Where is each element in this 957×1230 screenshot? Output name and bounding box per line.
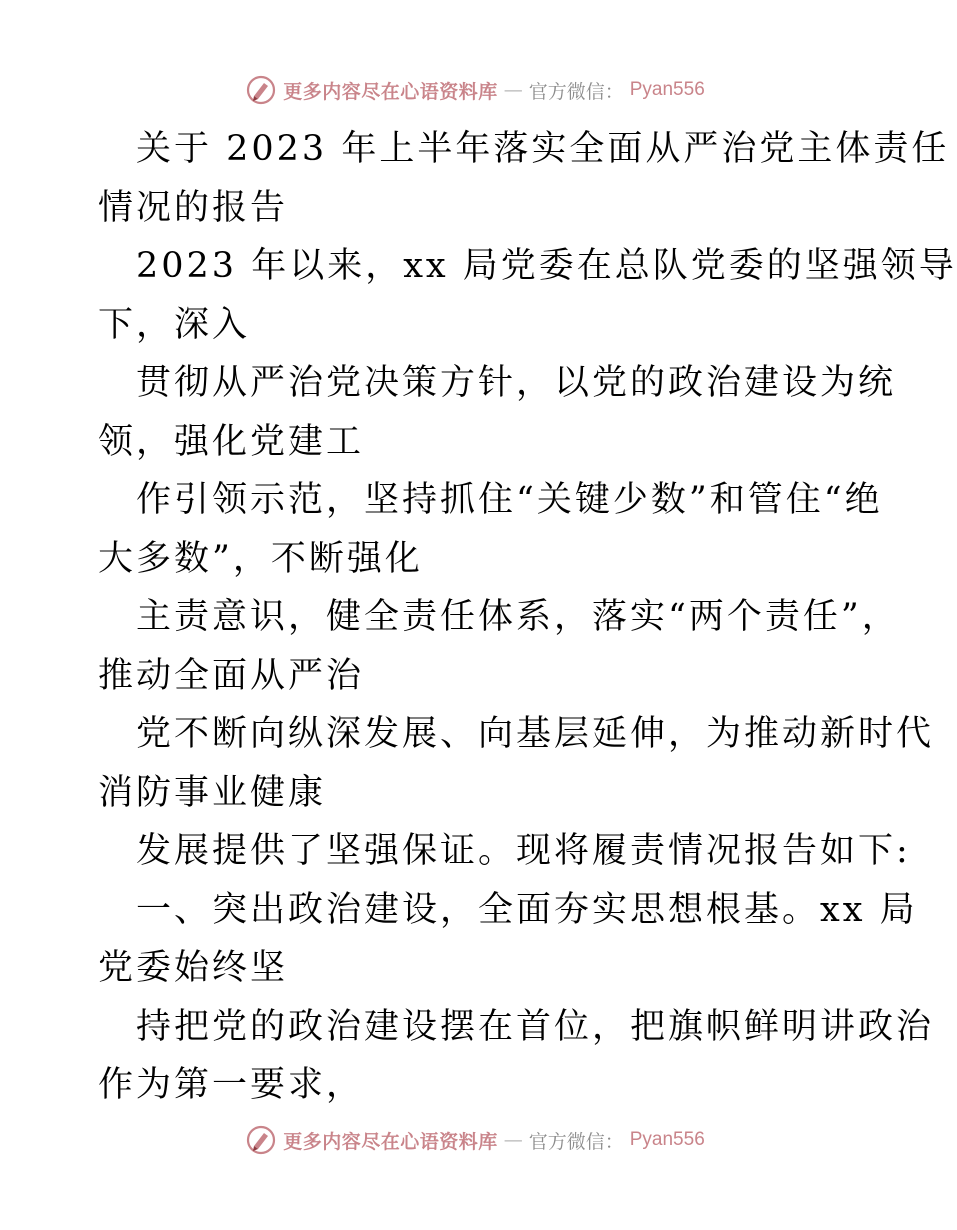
doc-line: 消防事业健康	[98, 772, 327, 813]
doc-line: 党委始终坚	[98, 948, 289, 988]
doc-line: 持把党的政治建设摆在首位，把旗帜鲜明讲政治	[136, 1006, 935, 1047]
header-wechat-label: 官方微信：	[528, 80, 624, 103]
doc-line: 情况的报告	[98, 187, 289, 228]
header-watermark	[0, 70, 950, 110]
doc-line: 2023 年以来，xx 局党委在总队党委的坚强领导	[136, 246, 957, 286]
doc-line: 作为第一要求，	[98, 1065, 365, 1105]
footer-brand-text: 更多内容尽在心语资料库	[283, 1130, 498, 1153]
doc-line: 贯彻从严治党决策方针，以党的政治建设为统	[136, 363, 897, 403]
footer-watermark	[0, 1120, 950, 1160]
doc-line: 党不断向纵深发展、向基层延伸，为推动新时代	[136, 714, 935, 754]
doc-line: 发展提供了坚强保证。现将履责情况报告如下:	[136, 831, 911, 871]
doc-line: 主责意识，健全责任体系，落实“两个责任”，	[136, 597, 900, 637]
doc-line: 推动全面从严治	[98, 655, 365, 696]
doc-line: 大多数”，不断强化	[98, 538, 423, 579]
header-separator: —	[503, 79, 523, 101]
pen-logo-icon	[245, 1124, 277, 1156]
doc-line: 关于 2023 年上半年落实全面从严治党主体责任	[136, 129, 950, 169]
header-brand-text: 更多内容尽在心语资料库	[283, 80, 498, 103]
pen-logo-icon	[245, 74, 277, 106]
document-body	[98, 120, 957, 1115]
footer-separator: —	[503, 1129, 523, 1151]
header-wechat-id: Pyan556	[629, 79, 705, 100]
doc-line: 作引领示范，坚持抓住“关键少数”和管住“绝	[136, 480, 883, 520]
footer-wechat-label: 官方微信：	[528, 1130, 624, 1153]
doc-line: 下，深入	[98, 304, 251, 345]
doc-line: 一、突出政治建设，全面夯实思想根基。xx 局	[136, 889, 918, 930]
doc-line: 领，强化党建工	[98, 421, 365, 462]
footer-wechat-id: Pyan556	[629, 1129, 705, 1150]
